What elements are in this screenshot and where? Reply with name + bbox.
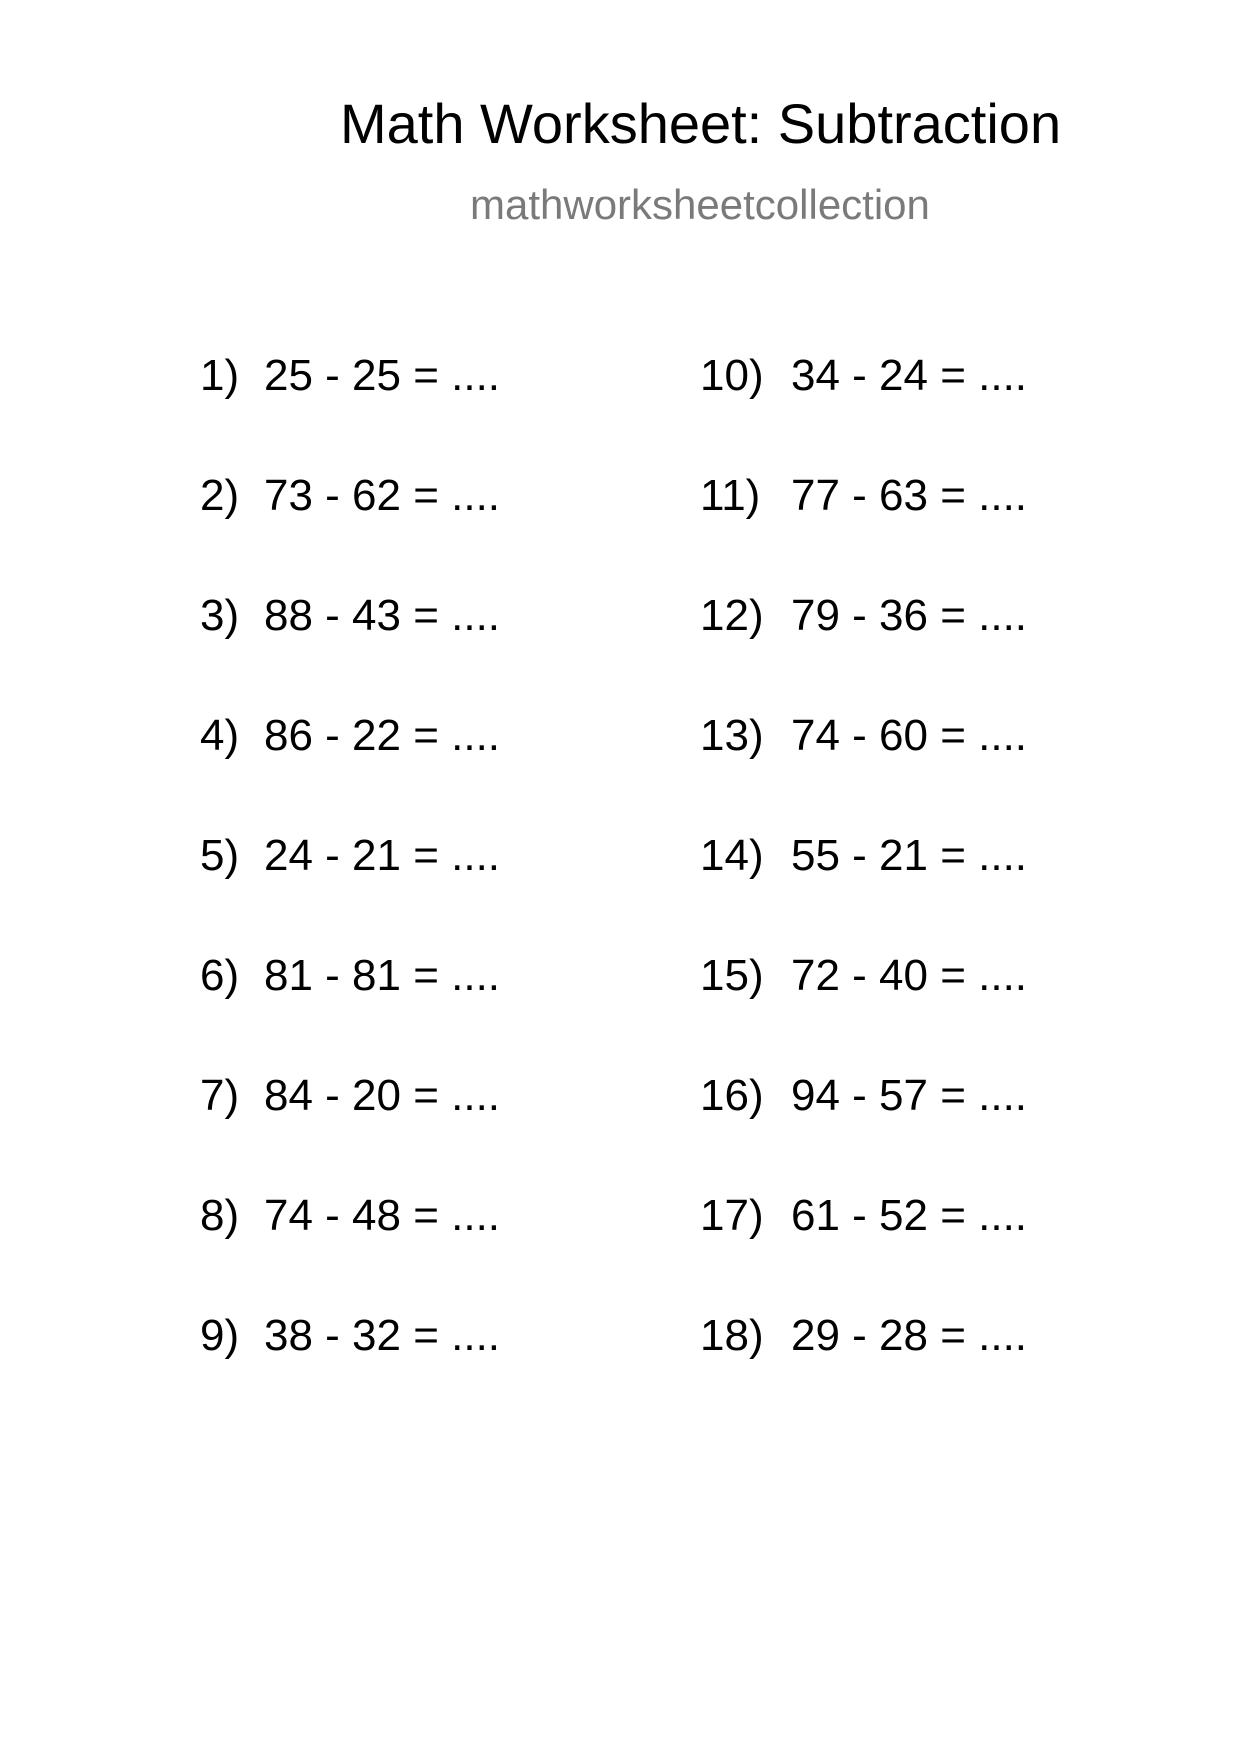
problem-expression: 74 - 60 = .... [791, 711, 1028, 760]
problem-item [200, 352, 500, 472]
problem-number: 5) [200, 831, 240, 880]
problem-item [700, 712, 1027, 832]
problem-item [200, 712, 500, 832]
worksheet-source: mathworksheetcollection [470, 181, 930, 228]
problem-number: 14) [700, 831, 764, 880]
problem-column-right [700, 352, 1027, 1432]
problem-expression: 74 - 48 = .... [264, 1191, 501, 1240]
problem-number: 18) [700, 1311, 764, 1360]
problem-number: 11) [700, 471, 761, 520]
problem-number: 7) [200, 1071, 240, 1120]
problem-expression: 94 - 57 = .... [791, 1071, 1028, 1120]
problem-column-left [200, 352, 500, 1432]
problem-expression: 88 - 43 = .... [264, 591, 501, 640]
problem-expression: 38 - 32 = .... [264, 1311, 501, 1360]
worksheet-title: Math Worksheet: Subtraction [340, 92, 1062, 155]
problem-item [200, 1072, 500, 1192]
problem-number: 2) [200, 471, 240, 520]
problem-expression: 84 - 20 = .... [264, 1071, 501, 1120]
problem-item [700, 832, 1027, 952]
problem-item [700, 952, 1027, 1072]
problem-number: 3) [200, 591, 240, 640]
problem-number: 10) [700, 351, 764, 400]
problem-expression: 72 - 40 = .... [791, 951, 1028, 1000]
problem-item [700, 1072, 1027, 1192]
problem-expression: 34 - 24 = .... [791, 351, 1028, 400]
problem-item [200, 592, 500, 712]
problem-expression: 29 - 28 = .... [791, 1311, 1028, 1360]
problem-item [200, 952, 500, 1072]
problem-expression: 77 - 63 = .... [791, 471, 1028, 520]
problem-number: 6) [200, 951, 240, 1000]
problem-item [700, 1192, 1027, 1312]
problem-number: 13) [700, 711, 764, 760]
problem-item [200, 472, 500, 592]
problem-expression: 25 - 25 = .... [264, 351, 501, 400]
problem-item [700, 352, 1027, 472]
problem-item [700, 472, 1027, 592]
problem-number: 1) [200, 351, 240, 400]
problem-expression: 86 - 22 = .... [264, 711, 501, 760]
problem-number: 4) [200, 711, 240, 760]
problem-item [200, 1192, 500, 1312]
problem-expression: 55 - 21 = .... [791, 831, 1028, 880]
problem-expression: 81 - 81 = .... [264, 951, 501, 1000]
problem-item [700, 592, 1027, 712]
problem-item [200, 832, 500, 952]
problem-expression: 79 - 36 = .... [791, 591, 1028, 640]
problem-item [700, 1312, 1027, 1432]
problem-number: 17) [700, 1191, 764, 1240]
problem-number: 12) [700, 591, 764, 640]
problem-number: 8) [200, 1191, 240, 1240]
problem-expression: 61 - 52 = .... [791, 1191, 1028, 1240]
problem-item [200, 1312, 500, 1432]
problem-number: 16) [700, 1071, 764, 1120]
problem-number: 15) [700, 951, 764, 1000]
problem-expression: 24 - 21 = .... [264, 831, 501, 880]
problem-number: 9) [200, 1311, 240, 1360]
problem-expression: 73 - 62 = .... [264, 471, 501, 520]
